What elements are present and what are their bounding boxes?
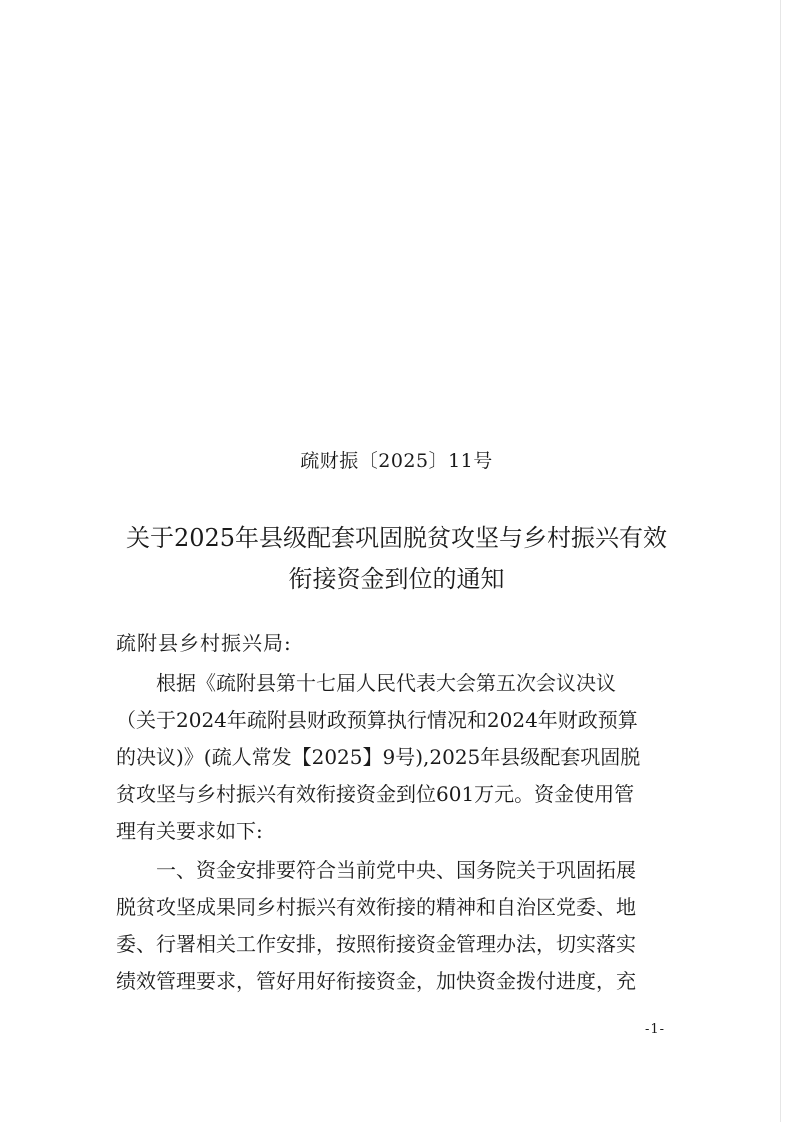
text-line: 的决议)》(疏人常发【2025】9号),2025年县级配套巩固脱	[116, 745, 641, 769]
text-line: 贫攻坚与乡村振兴有效衔接资金到位601万元。资金使用管	[116, 782, 635, 806]
recipient: 疏附县乡村振兴局:	[116, 631, 292, 655]
text-line: 根据《疏附县第十七届人民代表大会第五次会议决议	[116, 671, 616, 695]
body-text	[116, 665, 676, 1000]
paragraph-1	[116, 665, 676, 850]
text-line: 绩效管理要求，管好用好衔接资金，加快资金拨付进度，充	[116, 969, 636, 993]
paragraph-2	[116, 852, 676, 1000]
text-line: （关于2024年疏附县财政预算执行情况和2024年财政预算	[116, 708, 638, 732]
document-number: 疏财振〔2025〕11号	[300, 450, 493, 472]
text-line: 一、资金安排要符合当前党中央、国务院关于巩固拓展	[116, 858, 636, 882]
page-number: -1-	[645, 1022, 666, 1037]
document-title	[100, 518, 693, 600]
text-line: 脱贫攻坚成果同乡村振兴有效衔接的精神和自治区党委、地	[116, 895, 636, 919]
scan-edge-divider	[780, 0, 781, 1122]
text-line: 理有关要求如下:	[116, 819, 263, 843]
text-line: 委、行署相关工作安排，按照衔接资金管理办法，切实落实	[116, 932, 636, 956]
title-line: 关于2025年县级配套巩固脱贫攻坚与乡村振兴有效	[125, 524, 668, 552]
title-line: 衔接资金到位的通知	[288, 565, 505, 593]
